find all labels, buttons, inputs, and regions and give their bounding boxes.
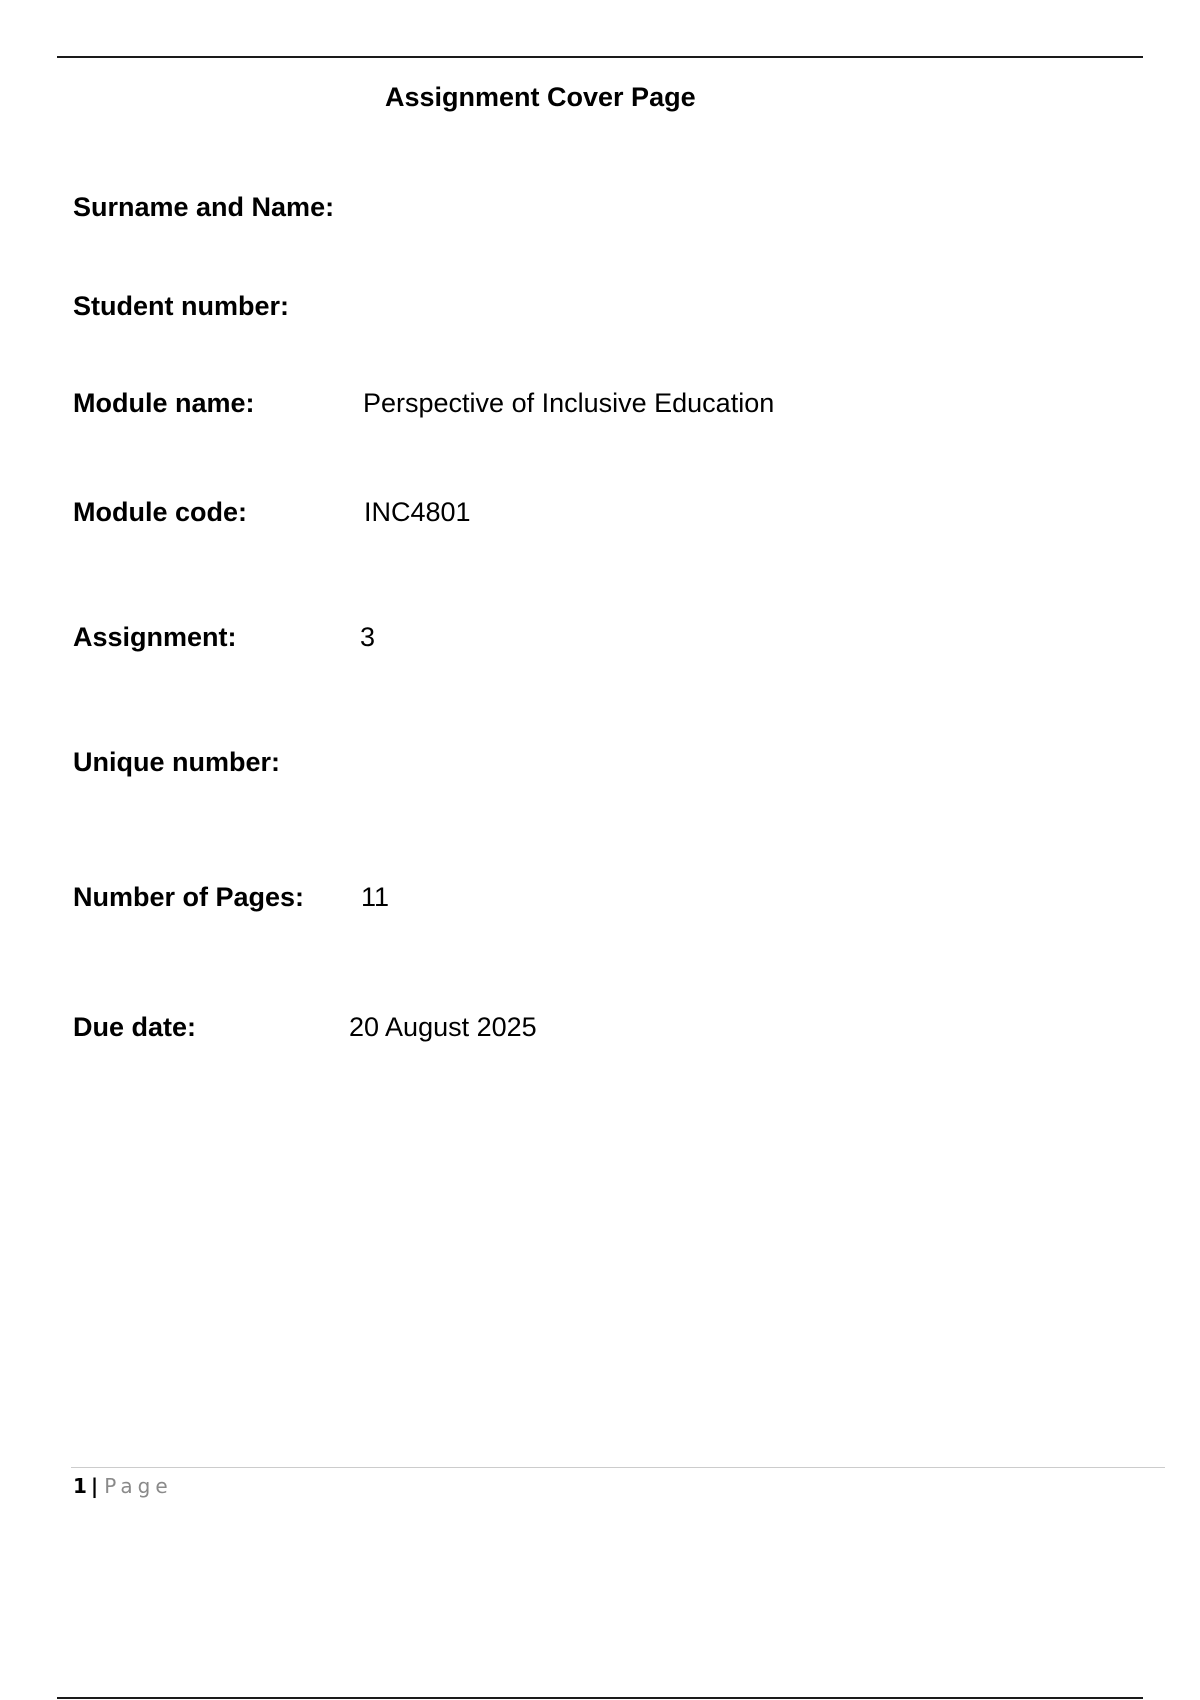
assignment-label: Assignment: xyxy=(73,622,237,652)
page-footer xyxy=(73,1474,173,1498)
footer-separator: | xyxy=(90,1474,99,1498)
due-date-label: Due date: xyxy=(73,1012,197,1042)
page-title: Assignment Cover Page xyxy=(385,82,696,112)
bottom-rule xyxy=(57,1697,1143,1699)
due-date-value: 20 August 2025 xyxy=(349,1012,537,1042)
top-rule xyxy=(57,56,1143,58)
module-code-label: Module code: xyxy=(73,497,247,527)
footer-rule xyxy=(71,1467,1165,1468)
number-of-pages-value: 11 xyxy=(361,882,390,912)
assignment-value: 3 xyxy=(360,622,376,652)
number-of-pages-label: Number of Pages: xyxy=(73,882,305,912)
surname-name-label: Surname and Name: xyxy=(73,192,335,222)
student-number-label: Student number: xyxy=(73,291,289,321)
footer-page-number: 1 xyxy=(73,1474,87,1498)
module-code-value: INC4801 xyxy=(364,497,471,527)
footer-page-word: Page xyxy=(104,1474,173,1498)
module-name-value: Perspective of Inclusive Education xyxy=(363,388,775,418)
module-name-label: Module name: xyxy=(73,388,255,418)
unique-number-label: Unique number: xyxy=(73,747,280,777)
